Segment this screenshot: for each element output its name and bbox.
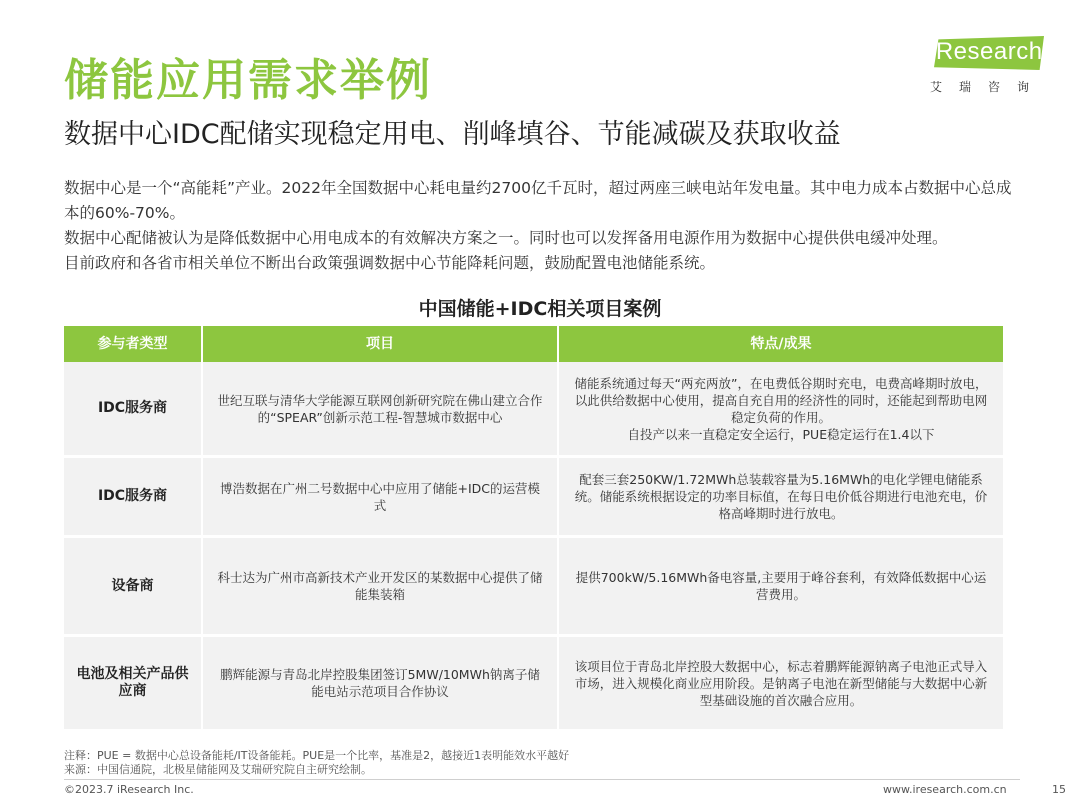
- cell-result: [558, 362, 1004, 457]
- header-participant-type: 参与者类型: [64, 326, 202, 362]
- cell-type: IDC服务商: [64, 362, 202, 457]
- result-extra-text: 自投产以来一直稳定安全运行，PUE稳定运行在1.4以下: [627, 426, 935, 442]
- page-subtitle: 数据中心IDC配储实现稳定用电、削峰填谷、节能减碳及获取收益: [64, 119, 841, 150]
- website-link[interactable]: www.iresearch.com.cn: [883, 783, 1007, 796]
- cell-result: 该项目位于青岛北岸控股大数据中心，标志着鹏辉能源钠离子电池正式导入市场，进入规模化商业应用阶段。是钠离子电池在新型储能与大数据中心新型基础设施的首次融合应用。: [558, 636, 1004, 731]
- footer-divider: [64, 779, 1020, 780]
- logo-cn-name: 艾瑞咨询: [930, 80, 1047, 94]
- iresearch-logo: [928, 36, 1050, 96]
- cell-project: 科士达为广州市高新技术产业开发区的某数据中心提供了储能集装箱: [202, 537, 558, 636]
- case-table: [64, 326, 1005, 732]
- cell-project: 世纪互联与清华大学能源互联网创新研究院在佛山建立合作的“SPEAR”创新示范工程-智慧城市数据中心: [202, 362, 558, 457]
- cell-type: 设备商: [64, 537, 202, 636]
- cell-result: 配套三套250KW/1.72MWh总装载容量为5.16MWh的电化学锂电储能系统。储能系统根据设定的功率目标值，在每日电价低谷期进行电池充电，价格高峰期时进行放电。: [558, 457, 1004, 537]
- table-row: [64, 636, 1004, 731]
- page-title: 储能应用需求举例: [64, 55, 432, 106]
- intro-paragraph: 数据中心配储被认为是降低数据中心用电成本的有效解决方案之一。同时也可以发挥备用电源作用为数据中心提供供电缓冲处理。: [64, 229, 948, 247]
- table-header-row: [64, 326, 1004, 362]
- result-text: 储能系统通过每天“两充两放”，在电费低谷期时充电，电费高峰期时放电，以此供给数据中心使用，提高自充自用的经济性的同时，还能起到帮助电网稳定负荷的作用。: [574, 375, 988, 425]
- intro-paragraph: 数据中心是一个“高能耗”产业。2022年全国数据中心耗电量约2700亿千瓦时，超过两座三峡电站年发电量。其中电力成本占数据中心总成本的60%-70%。: [64, 179, 1012, 222]
- intro-text: [64, 176, 1024, 276]
- intro-paragraph: 目前政府和各省市相关单位不断出台政策强调数据中心节能降耗问题，鼓励配置电池储能系统。: [64, 254, 716, 272]
- note-text: 注释：PUE = 数据中心总设备能耗/IT设备能耗。PUE是一个比率，基准是2，越接近1表明能效水平越好: [64, 749, 570, 762]
- cell-type: 电池及相关产品供应商: [64, 636, 202, 731]
- copyright-text: ©2023.7 iResearch Inc.: [64, 783, 194, 796]
- cell-project: 博浩数据在广州二号数据中心中应用了储能+IDC的运营模式: [202, 457, 558, 537]
- table-row: [64, 537, 1004, 636]
- table-row: [64, 457, 1004, 537]
- cell-result: 提供700kW/5.16MWh备电容量,主要用于峰谷套利，有效降低数据中心运营费用。: [558, 537, 1004, 636]
- page-number: 15: [1052, 783, 1066, 796]
- table-title: 中国储能+IDC相关项目案例: [418, 298, 662, 320]
- table-row: [64, 362, 1004, 457]
- footnotes: [64, 749, 569, 777]
- cell-project: 鹏辉能源与青岛北岸控股集团签订5MW/10MWh钠离子储能电站示范项目合作协议: [202, 636, 558, 731]
- cell-type: IDC服务商: [64, 457, 202, 537]
- logo-wordmark: iResearch: [930, 38, 1043, 65]
- header-result: 特点/成果: [558, 326, 1004, 362]
- header-project: 项目: [202, 326, 558, 362]
- source-text: 来源：中国信通院，北极星储能网及艾瑞研究院自主研究绘制。: [64, 763, 372, 776]
